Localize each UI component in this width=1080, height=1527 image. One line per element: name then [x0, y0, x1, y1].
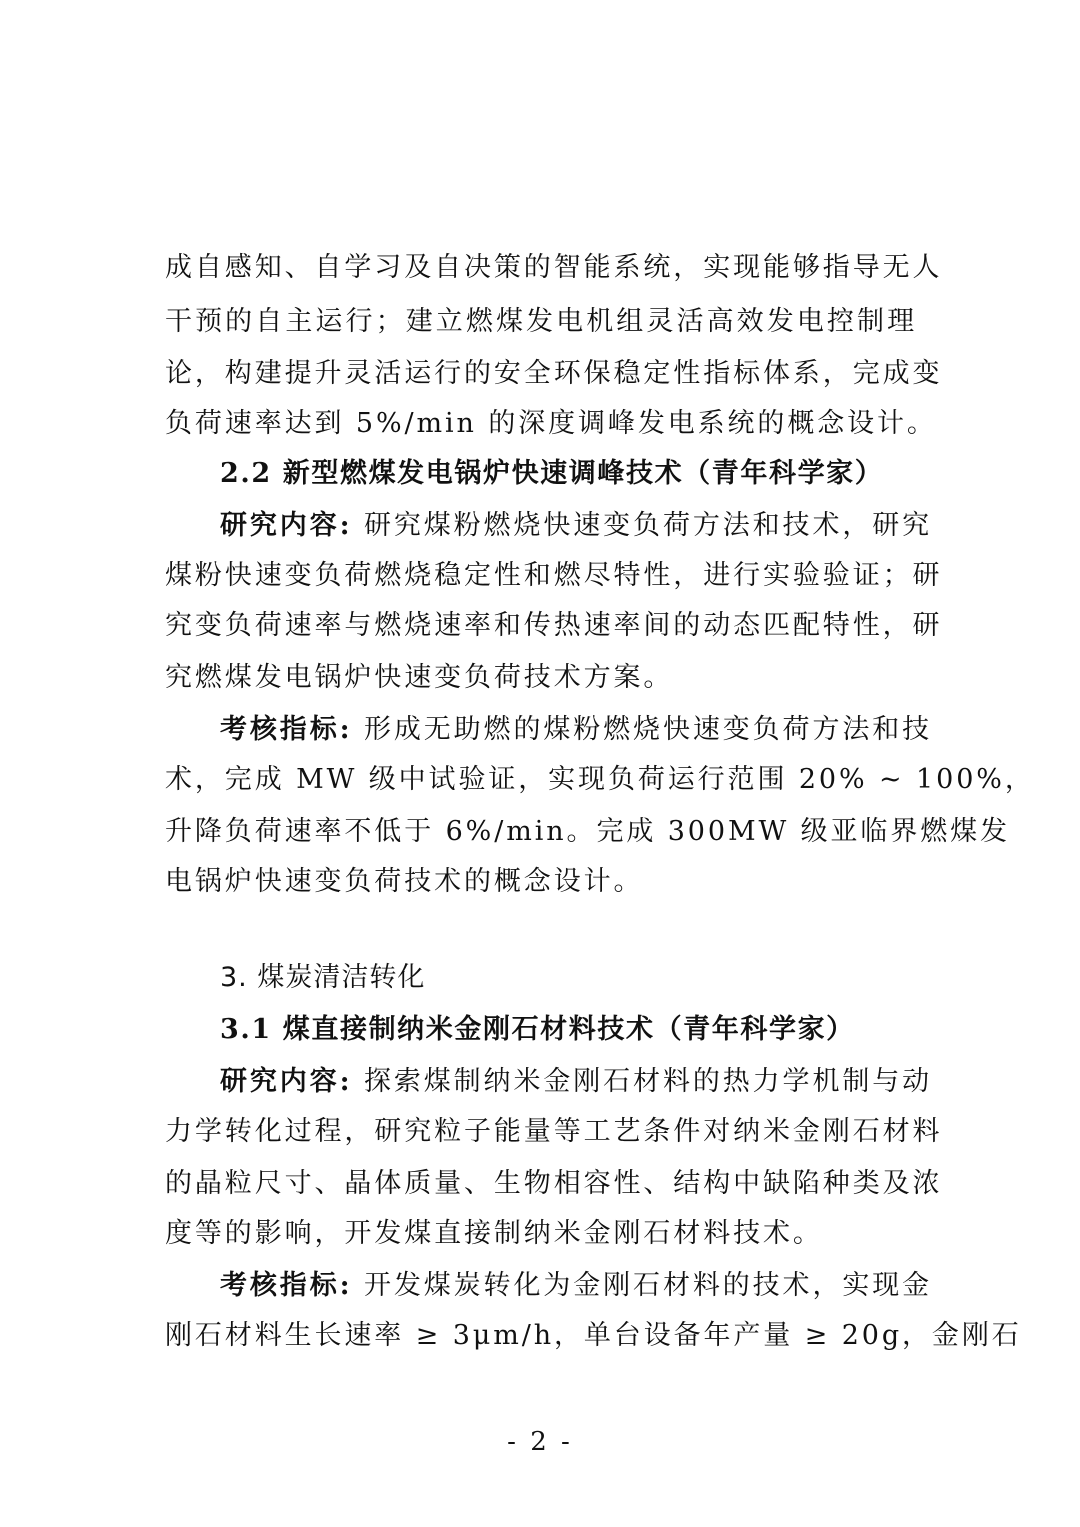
section-heading-3: 3. 煤炭清洁转化: [220, 962, 426, 993]
research-content-line: [220, 1062, 933, 1102]
body-text-line: 成自感知、自学习及自决策的智能系统，实现能够指导无人: [165, 252, 943, 283]
body-text-line: 干预的自主运行；建立燃煤发电机组灵活高效发电控制理: [165, 306, 917, 337]
section-heading-2-2: 2.2 新型燃煤发电锅炉快速调峰技术（青年科学家）: [220, 458, 884, 489]
section-heading-3-1: 3.1 煤直接制纳米金刚石材料技术（青年科学家）: [220, 1014, 855, 1045]
research-content-line: [220, 506, 933, 546]
research-content-text: 研究煤粉燃烧快速变负荷方法和技术，研究: [352, 510, 933, 541]
indicators-line: [220, 1266, 933, 1306]
body-text-line: 的晶粒尺寸、晶体质量、生物相容性、结构中缺陷种类及浓: [165, 1168, 943, 1199]
body-text-line: 电锅炉快速变负荷技术的概念设计。: [165, 866, 644, 897]
body-text-line: 负荷速率达到 5%/min 的深度调峰发电系统的概念设计。: [165, 408, 937, 439]
body-text-line: 升降负荷速率不低于 6%/min。完成 300MW 级亚临界燃煤发: [165, 816, 1010, 847]
body-text-line: 度等的影响，开发煤直接制纳米金刚石材料技术。: [165, 1218, 823, 1249]
research-content-text: 探索煤制纳米金刚石材料的热力学机制与动: [352, 1066, 933, 1097]
indicators-line: [220, 710, 933, 750]
indicators-text: 形成无助燃的煤粉燃烧快速变负荷方法和技: [352, 714, 933, 745]
indicators-text: 开发煤炭转化为金刚石材料的技术，实现金: [352, 1270, 933, 1301]
indicators-label: 考核指标:: [220, 1270, 353, 1301]
research-content-label: 研究内容:: [220, 510, 353, 541]
body-text-line: 究变负荷速率与燃烧速率和传热速率间的动态匹配特性，研: [165, 610, 943, 641]
body-text-line: 力学转化过程，研究粒子能量等工艺条件对纳米金刚石材料: [165, 1116, 943, 1147]
body-text-line: 论，构建提升灵活运行的安全环保稳定性指标体系，完成变: [165, 358, 943, 389]
indicators-label: 考核指标:: [220, 714, 353, 745]
body-text-line: 煤粉快速变负荷燃烧稳定性和燃尽特性，进行实验验证；研: [165, 560, 943, 591]
body-text-line: 究燃煤发电锅炉快速变负荷技术方案。: [165, 662, 674, 693]
body-text-line: 刚石材料生长速率 ≥ 3μm/h，单台设备年产量 ≥ 20g，金刚石: [165, 1320, 1022, 1351]
research-content-label: 研究内容:: [220, 1066, 353, 1097]
body-text-line: 术，完成 MW 级中试验证，实现负荷运行范围 20% ~ 100%，: [165, 764, 1035, 795]
page-number: - 2 -: [507, 1427, 573, 1457]
